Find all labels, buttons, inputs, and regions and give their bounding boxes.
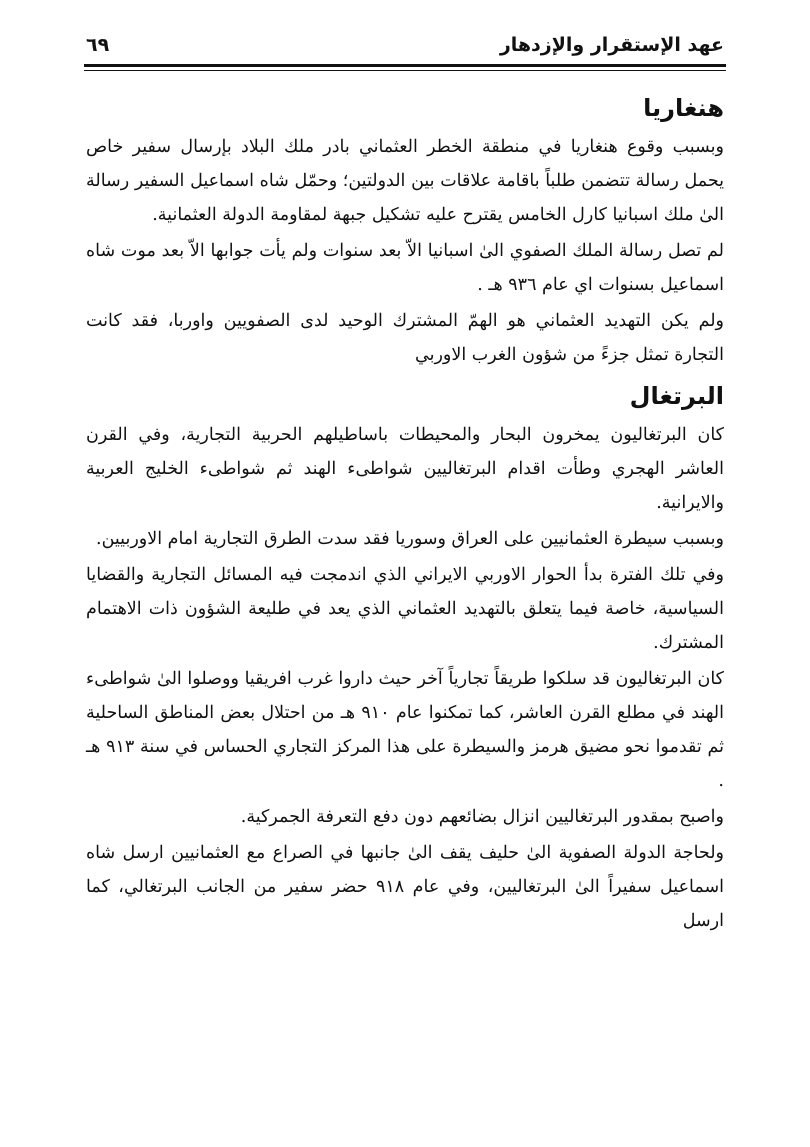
paragraph: لم تصل رسالة الملك الصفوي الىٰ اسبانيا الاّ بعد سنوات ولم يأت جوابها الاّ بعد موت شاه اسماعيل بسنوات اي عام ٩٣٦ هـ . <box>86 241 724 295</box>
page-number: ٦٩ <box>86 34 110 56</box>
paragraph: ولحاجة الدولة الصفوية الىٰ حليف يقف الىٰ جانبها في الصراع مع العثمانيين ارسل شاه اسماعيل سفيراً الىٰ البرتغاليين، وفي عام ٩١٨ حضر سفير من الجانب البرتغالي، كما ارسل <box>86 843 724 931</box>
running-header <box>86 28 724 62</box>
paragraph: كان البرتغاليون قد سلكوا طريقاً تجارياً آخر حيث داروا غرب افريقيا ووصلوا الىٰ شواطىء الهند في مطلع القرن العاشر، كما تمكنوا عام ٩١٠ هـ من احتلال بعض المناطق الساحلية ثم تقدموا نحو مضيق هرمز والسيطرة على هذا المركز التجاري الحساس في سنة ٩١٣ هـ . <box>86 669 725 791</box>
paragraph: وفي تلك الفترة بدأ الحوار الاوربي الايراني الذي اندمجت فيه المسائل التجارية والقضايا السياسية، خاصة فيما يتعلق بالتهديد العثماني الذي يعد في طليعة الشؤون ذات الاهتمام المشترك. <box>86 565 724 653</box>
paragraph: ولم يكن التهديد العثماني هو الهمّ المشترك الوحيد لدى الصفويين واوربا، فقد كانت التجارة تمثل جزءً من شؤون الغرب الاوربي <box>86 311 724 365</box>
paragraph: وبسبب وقوع هنغاريا في منطقة الخطر العثماني بادر ملك البلاد بإرسال سفير خاص يحمل رسالة تتضمن طلباً باقامة علاقات بين الدولتين؛ وحمّل شاه اسماعيل السفير رسالة الىٰ ملك اسبانيا كارل الخامس يقترح عليه تشكيل جبهة لمقاومة الدولة العثمانية. <box>86 137 724 225</box>
section-heading-hungary: هنغاريا <box>643 94 724 122</box>
paragraph: واصبح بمقدور البرتغاليين انزال بضائعهم دون دفع التعرفة الجمركية. <box>240 807 724 827</box>
paragraph: وبسبب سيطرة العثمانيين على العراق وسوريا فقد سدت الطرق التجارية امام الاوربيين. <box>96 529 724 549</box>
header-rule-thick <box>84 64 726 67</box>
book-title: عهد الإستقرار والإزدهار <box>499 34 724 56</box>
section-heading-portugal: البرتغال <box>629 382 724 410</box>
paragraph: كان البرتغاليون يمخرون البحار والمحيطات باساطيلهم الحربية التجارية، وفي القرن العاشر الهجري وطأت اقدام البرتغاليين شواطىء الهند ثم شواطىء الخليج العربية والايرانية. <box>86 425 724 513</box>
page-body <box>86 84 724 940</box>
header-rule-thin <box>84 70 726 71</box>
